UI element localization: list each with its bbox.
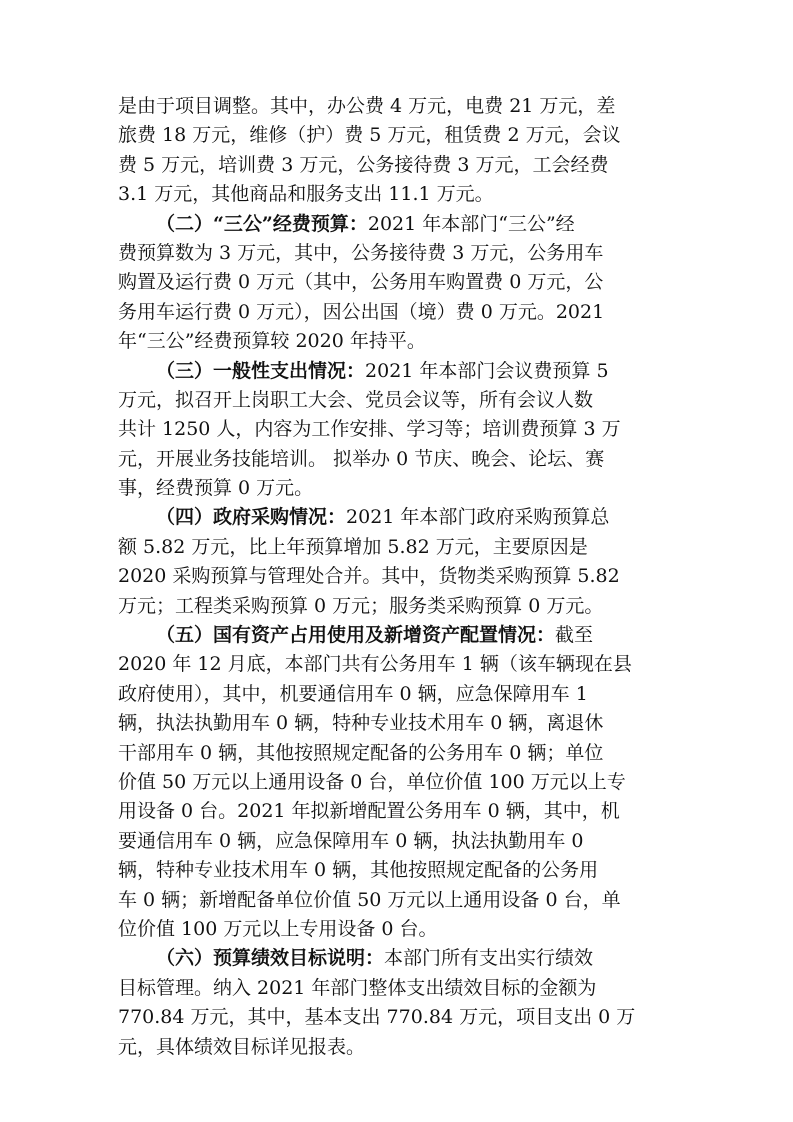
text-line: （三）一般性支出情况：2021 年本部门会议费预算 5 xyxy=(156,359,609,382)
document-page xyxy=(118,92,676,1062)
text-line: 770.84 万元，其中，基本支出 770.84 万元，项目支出 0 万 xyxy=(118,1006,636,1029)
text-line: 费 5 万元，培训费 3 万元，公务接待费 3 万元，工会经费 xyxy=(118,153,609,176)
text-line: 2020 年 12 月底，本部门共有公务用车 1 辆（该车辆现在县 xyxy=(118,653,632,676)
text-line: 位价值 100 万元以上专用设备 0 台。 xyxy=(118,917,438,940)
section-heading: （六）预算绩效目标说明： xyxy=(156,947,385,970)
text-line: 额 5.82 万元，比上年预算增加 5.82 万元，主要原因是 xyxy=(118,535,588,558)
text-line: 共计 1250 人，内容为工作安排、学习等；培训费预算 3 万 xyxy=(118,418,621,441)
text-line: 用设备 0 台。2021 年拟新增配置公务用车 0 辆，其中，机 xyxy=(118,800,620,823)
paragraph-government-procurement xyxy=(118,503,676,621)
section-heading: （三）一般性支出情况： xyxy=(156,359,366,382)
text-line: 年“三公”经费预算较 2020 年持平。 xyxy=(118,330,426,353)
paragraph-state-assets xyxy=(118,621,676,944)
text-line: 车 0 辆；新增配备单位价值 50 万元以上通用设备 0 台，单 xyxy=(118,888,621,911)
text-line: （五）国有资产占用使用及新增资产配置情况：截至 xyxy=(156,624,594,647)
text-line: 是由于项目调整。其中，办公费 4 万元，电费 21 万元，差 xyxy=(118,95,616,117)
text-line: （二）“三公”经费预算：2021 年本部门“三公”经 xyxy=(156,212,575,235)
text-line: 目标管理。纳入 2021 年部门整体支出绩效目标的金额为 xyxy=(118,976,597,999)
section-heading: （二）“三公”经费预算： xyxy=(156,212,368,235)
text-line: 元，开展业务技能培训。 拟举办 0 节庆、晚会、论坛、赛 xyxy=(118,447,605,470)
text-line: 事，经费预算 0 万元。 xyxy=(118,477,314,500)
paragraph-performance-goals xyxy=(118,944,676,1062)
text-line: 务用车运行费 0 万元），因公出国（境）费 0 万元。2021 xyxy=(118,300,605,323)
text-line: 干部用车 0 辆，其他按照规定配备的公务用车 0 辆；单位 xyxy=(118,741,604,764)
text-line: （六）预算绩效目标说明：本部门所有支出实行绩效 xyxy=(156,947,594,970)
text-line: 要通信用车 0 辆，应急保障用车 0 辆，执法执勤用车 0 xyxy=(118,829,584,852)
paragraph-three-public-budget xyxy=(118,210,676,357)
text-line: 辆，执法执勤用车 0 辆，特种专业技术用车 0 辆，离退休 xyxy=(118,712,604,735)
text-line: 2020 采购预算与管理处合并。其中，货物类采购预算 5.82 xyxy=(118,565,620,588)
text-line: 购置及运行费 0 万元（其中，公务用车购置费 0 万元，公 xyxy=(118,271,604,294)
text-line: 3.1 万元，其他商品和服务支出 11.1 万元。 xyxy=(118,183,494,206)
text-line: 万元；工程类采购预算 0 万元；服务类采购预算 0 万元。 xyxy=(118,594,604,617)
text-line: 旅费 18 万元，维修（护）费 5 万元，租赁费 2 万元，会议 xyxy=(118,124,621,147)
text-line: 价值 50 万元以上通用设备 0 台，单位价值 100 万元以上专 xyxy=(118,770,626,793)
text-line: 辆，特种专业技术用车 0 辆，其他按照规定配备的公务用 xyxy=(118,859,599,882)
section-heading: （四）政府采购情况： xyxy=(156,506,347,529)
section-heading: （五）国有资产占用使用及新增资产配置情况： xyxy=(156,624,556,647)
paragraph-general-expenditure xyxy=(118,357,676,504)
text-line: 万元，拟召开上岗职工大会、党员会议等，所有会议人数 xyxy=(118,388,594,411)
text-line: 元，具体绩效目标详见报表。 xyxy=(118,1035,366,1058)
text-line: 政府使用），其中，机要通信用车 0 辆，应急保障用车 1 xyxy=(118,682,588,705)
text-line: （四）政府采购情况：2021 年本部门政府采购预算总 xyxy=(156,506,610,529)
paragraph-expense-detail xyxy=(118,92,676,210)
text-line: 费预算数为 3 万元，其中，公务接待费 3 万元，公务用车 xyxy=(118,241,604,264)
